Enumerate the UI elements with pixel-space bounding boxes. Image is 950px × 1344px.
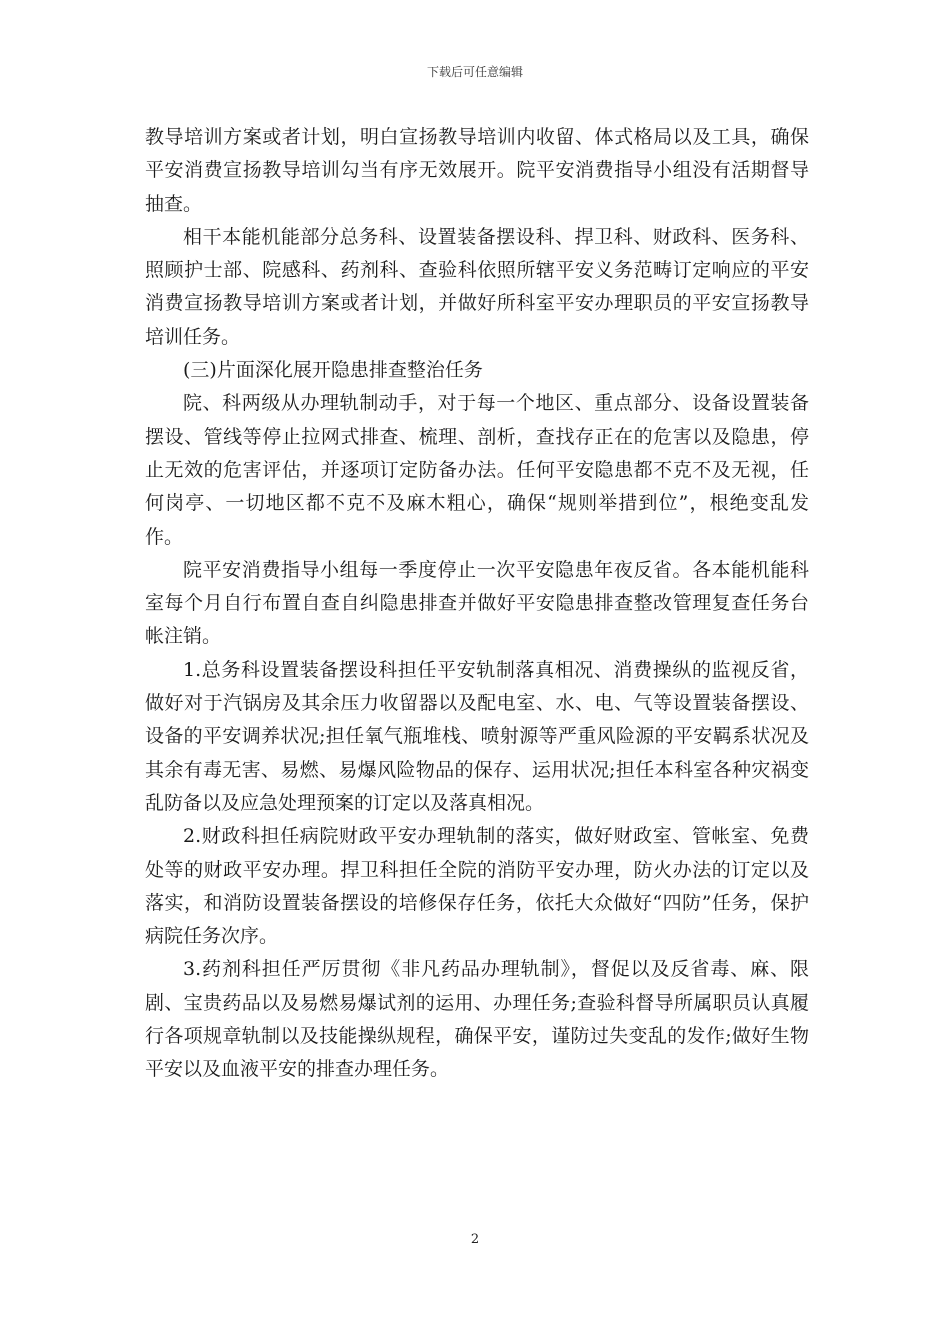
- document-body: [145, 121, 809, 1087]
- paragraph-inspection: 院、科两级从办理轨制动手，对于每一个地区、重点部分、设备设置装备摆设、管线等停止拉网式排查、梳理、剖析，查找存正在的危害以及隐患，停止无效的危害评估，并逐项订定防备办法。任何平安隐患都不克不及无视，任何岗亭、一切地区都不克不及麻木粗心，确保“规则举措到位”，根绝变乱发作。: [145, 392, 809, 548]
- paragraph-continuation: 教导培训方案或者计划，明白宣扬教导培训内收留、体式格局以及工具，确保平安消费宣扬教导培训勾当有序无效展开。院平安消费指导小组没有活期督导抽查。: [145, 126, 809, 215]
- section-heading: (三)片面深化展开隐患排查整治任务: [183, 359, 483, 382]
- list-item-3: 3.药剂科担任严厉贯彻《非凡药品办理轨制》，督促以及反省毒、麻、限剧、宝贵药品以及易燃易爆试剂的运用、办理任务;查验科督导所属职员认真履行各项规章轨制以及技能操纵规程，确保平安，谨防过失变乱的发作;做好生物平安以及血液平安的排查办理任务。: [145, 958, 809, 1081]
- list-item-2: 2.财政科担任病院财政平安办理轨制的落实，做好财政室、管帐室、免费处等的财政平安办理。捍卫科担任全院的消防平安办理，防火办法的订定以及落实，和消防设置装备摆设的培修保存任务，依托大众做好“四防”任务，保护病院任务次序。: [145, 825, 809, 948]
- page-number: 2: [470, 1232, 480, 1247]
- list-item-1: 1.总务科设置装备摆设科担任平安轨制落真相况、消费操纵的监视反省，做好对于汽锅房及其余压力收留器以及配电室、水、电、气等设置装备摆设、设备的平安调养状况;担任氧气瓶堆栈、喷射源等严重风险源的平安羁系状况及其余有毒无害、易燃、易爆风险物品的保存、运用状况;担任本科室各种灾祸变乱防备以及应急处理预案的订定以及落真相况。: [145, 658, 809, 814]
- paragraph-quarterly-check: 院平安消费指导小组每一季度停止一次平安隐患年夜反省。各本能机能科室每个月自行布置自查自纠隐患排查并做好平安隐患排查整改管理复查任务台帐注销。: [145, 558, 809, 648]
- page-header: 下载后可任意编辑: [426, 65, 523, 79]
- paragraph-departments: 相干本能机能部分总务科、设置装备摆设科、捍卫科、财政科、医务科、照顾护士部、院感科、药剂科、查验科依照所辖平安义务范畴订定响应的平安消费宣扬教导培训方案或者计划，并做好所科室平安办理职员的平安宣扬教导培训任务。: [145, 225, 809, 348]
